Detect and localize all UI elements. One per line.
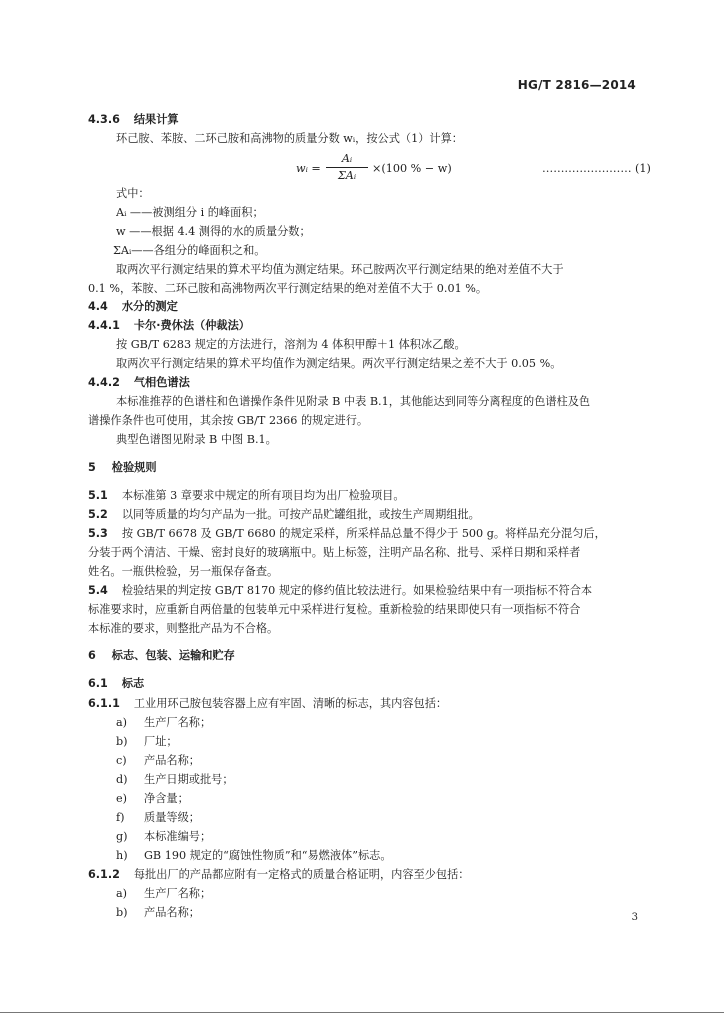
clause-number: 5.1 xyxy=(88,489,108,502)
clause-text: 本标准第 3 章要求中规定的所有项目均为出厂检验项目。 xyxy=(121,489,405,502)
heading-4-4-1 xyxy=(88,318,636,334)
list-label: a) xyxy=(116,716,128,729)
section-number: 6.1 xyxy=(88,677,108,690)
list-label: g) xyxy=(116,830,128,843)
list-text: 生产厂名称； xyxy=(144,716,212,729)
list-label: b) xyxy=(116,906,128,919)
list-item xyxy=(116,753,636,769)
where-label: 式中： xyxy=(116,187,150,200)
clause-text: 检验结果的判定按 GB/T 8170 规定的修约值比较法进行。如果检验结果中有一项指标不符合本 xyxy=(121,584,593,597)
list-text: 生产日期或批号； xyxy=(144,773,234,786)
heading-4-4-2 xyxy=(88,375,636,391)
clause-text: 以同等质量的均匀产品为一批。可按产品贮罐组批，或按生产周期组批。 xyxy=(121,508,480,521)
definition-line: Aᵢ ——被测组分 i 的峰面积； xyxy=(116,206,264,219)
list-text: 质量等级； xyxy=(144,811,200,824)
formula-reference: …………………… (1) xyxy=(542,162,651,175)
heading-6 xyxy=(88,648,636,664)
section-number: 4.4 xyxy=(88,300,108,313)
section-number: 4.4.2 xyxy=(88,376,120,389)
heading-6-1 xyxy=(88,676,636,692)
section-number: 6 xyxy=(88,649,96,662)
list-label: d) xyxy=(116,773,128,786)
formula-fraction xyxy=(326,152,368,183)
clause-5-4 xyxy=(88,583,636,599)
list-label: a) xyxy=(116,887,128,900)
clause-5-1 xyxy=(88,488,636,504)
section-title: 水分的测定 xyxy=(121,300,178,313)
clause-text: 工业用环己胺包装容器上应有牢固、清晰的标志，其内容包括： xyxy=(133,697,448,710)
list-label: f) xyxy=(116,811,125,824)
list-text: 产品名称； xyxy=(144,906,200,919)
list-text: 厂址； xyxy=(144,735,178,748)
list-text: 本标准编号； xyxy=(144,830,212,843)
page-number: 3 xyxy=(631,912,638,923)
clause-5-2 xyxy=(88,507,636,523)
scan-edge-line xyxy=(0,1012,724,1013)
section-title: 气相色谱法 xyxy=(133,376,190,389)
list-item xyxy=(116,829,636,845)
paragraph-line: 姓名。一瓶供检验，另一瓶保存备查。 xyxy=(88,565,279,578)
fraction-bar xyxy=(326,167,368,168)
formula-1 xyxy=(296,152,496,186)
clause-number: 5.3 xyxy=(88,527,108,540)
list-item xyxy=(116,886,636,902)
formula-lhs: wᵢ = xyxy=(296,162,321,175)
section-number: 4.3.6 xyxy=(88,113,120,126)
heading-4-3-6 xyxy=(88,112,636,128)
formula-rhs: ×(100 % − w) xyxy=(372,162,452,175)
list-item xyxy=(116,810,636,826)
section-number: 4.4.1 xyxy=(88,319,120,332)
standard-code: HG/T 2816—2014 xyxy=(517,78,636,92)
list-text: 净含量； xyxy=(144,792,189,805)
formula-denominator: ΣAᵢ xyxy=(337,169,357,182)
paragraph-line: 谱操作条件也可使用，其余按 GB/T 2366 的规定进行。 xyxy=(88,414,369,427)
paragraph-line: 本标准的要求，则整批产品为不合格。 xyxy=(88,622,279,635)
paragraph-line: 标准要求时，应重新自两倍量的包装单元中采样进行复检。重新检验的结果即使只有一项指标不符合 xyxy=(88,603,581,616)
clause-text: 按 GB/T 6678 及 GB/T 6680 的规定采样，所采样品总量不得少于 500 g。将样品充分混匀后， xyxy=(121,527,606,540)
list-text: 生产厂名称； xyxy=(144,887,212,900)
clause-number: 5.4 xyxy=(88,584,108,597)
paragraph-line: 本标准推荐的色谱柱和色谱操作条件见附录 B 中表 B.1，其他能达到同等分离程度的色谱柱及色 xyxy=(116,395,591,408)
definition-line: w ——根据 4.4 测得的水的质量分数； xyxy=(116,225,311,238)
heading-5 xyxy=(88,460,636,476)
section-title: 卡尔·费休法（仲裁法） xyxy=(133,319,250,332)
list-item xyxy=(116,734,636,750)
list-label: h) xyxy=(116,849,128,862)
list-item xyxy=(116,791,636,807)
list-text: 产品名称； xyxy=(144,754,200,767)
definition-line: ΣAᵢ——各组分的峰面积之和。 xyxy=(113,244,266,257)
clause-6-1-1 xyxy=(88,696,636,712)
section-number: 5 xyxy=(88,461,96,474)
section-title: 结果计算 xyxy=(133,113,179,126)
clause-5-3 xyxy=(88,526,636,542)
paragraph-line: 分装于两个清洁、干燥、密封良好的玻璃瓶中。贴上标签，注明产品名称、批号、采样日期和采样者 xyxy=(88,546,581,559)
section-title: 标志 xyxy=(121,677,145,690)
list-label: e) xyxy=(116,792,127,805)
list-label: b) xyxy=(116,735,128,748)
paragraph-line: 典型色谱图见附录 B 中图 B.1。 xyxy=(116,433,277,446)
clause-number: 6.1.2 xyxy=(88,868,120,881)
clause-6-1-2 xyxy=(88,867,636,883)
paragraph-line: 环己胺、苯胺、二环己胺和高沸物的质量分数 wᵢ，按公式（1）计算： xyxy=(116,132,463,145)
formula-numerator: Aᵢ xyxy=(341,152,353,165)
list-item xyxy=(116,848,636,864)
list-label: c) xyxy=(116,754,127,767)
paragraph-line: 0.1 %，苯胺、二环己胺和高沸物两次平行测定结果的绝对差值不大于 0.01 %。 xyxy=(88,282,488,295)
section-title: 检验规则 xyxy=(111,461,157,474)
section-title: 标志、包装、运输和贮存 xyxy=(111,649,235,662)
list-item xyxy=(116,715,636,731)
paragraph-line: 按 GB/T 6283 规定的方法进行，溶剂为 4 体积甲醇＋1 体积冰乙酸。 xyxy=(116,338,466,351)
clause-text: 每批出厂的产品都应附有一定格式的质量合格证明，内容至少包括： xyxy=(133,868,470,881)
paragraph-line: 取两次平行测定结果的算术平均值作为测定结果。两次平行测定结果之差不大于 0.05 %。 xyxy=(116,357,562,370)
clause-number: 6.1.1 xyxy=(88,697,120,710)
paragraph-line: 取两次平行测定结果的算术平均值为测定结果。环己胺两次平行测定结果的绝对差值不大于 xyxy=(116,263,564,276)
list-item xyxy=(116,905,636,921)
clause-number: 5.2 xyxy=(88,508,108,521)
list-text: GB 190 规定的“腐蚀性物质”和“易燃液体”标志。 xyxy=(144,849,392,862)
list-item xyxy=(116,772,636,788)
heading-4-4 xyxy=(88,299,636,315)
